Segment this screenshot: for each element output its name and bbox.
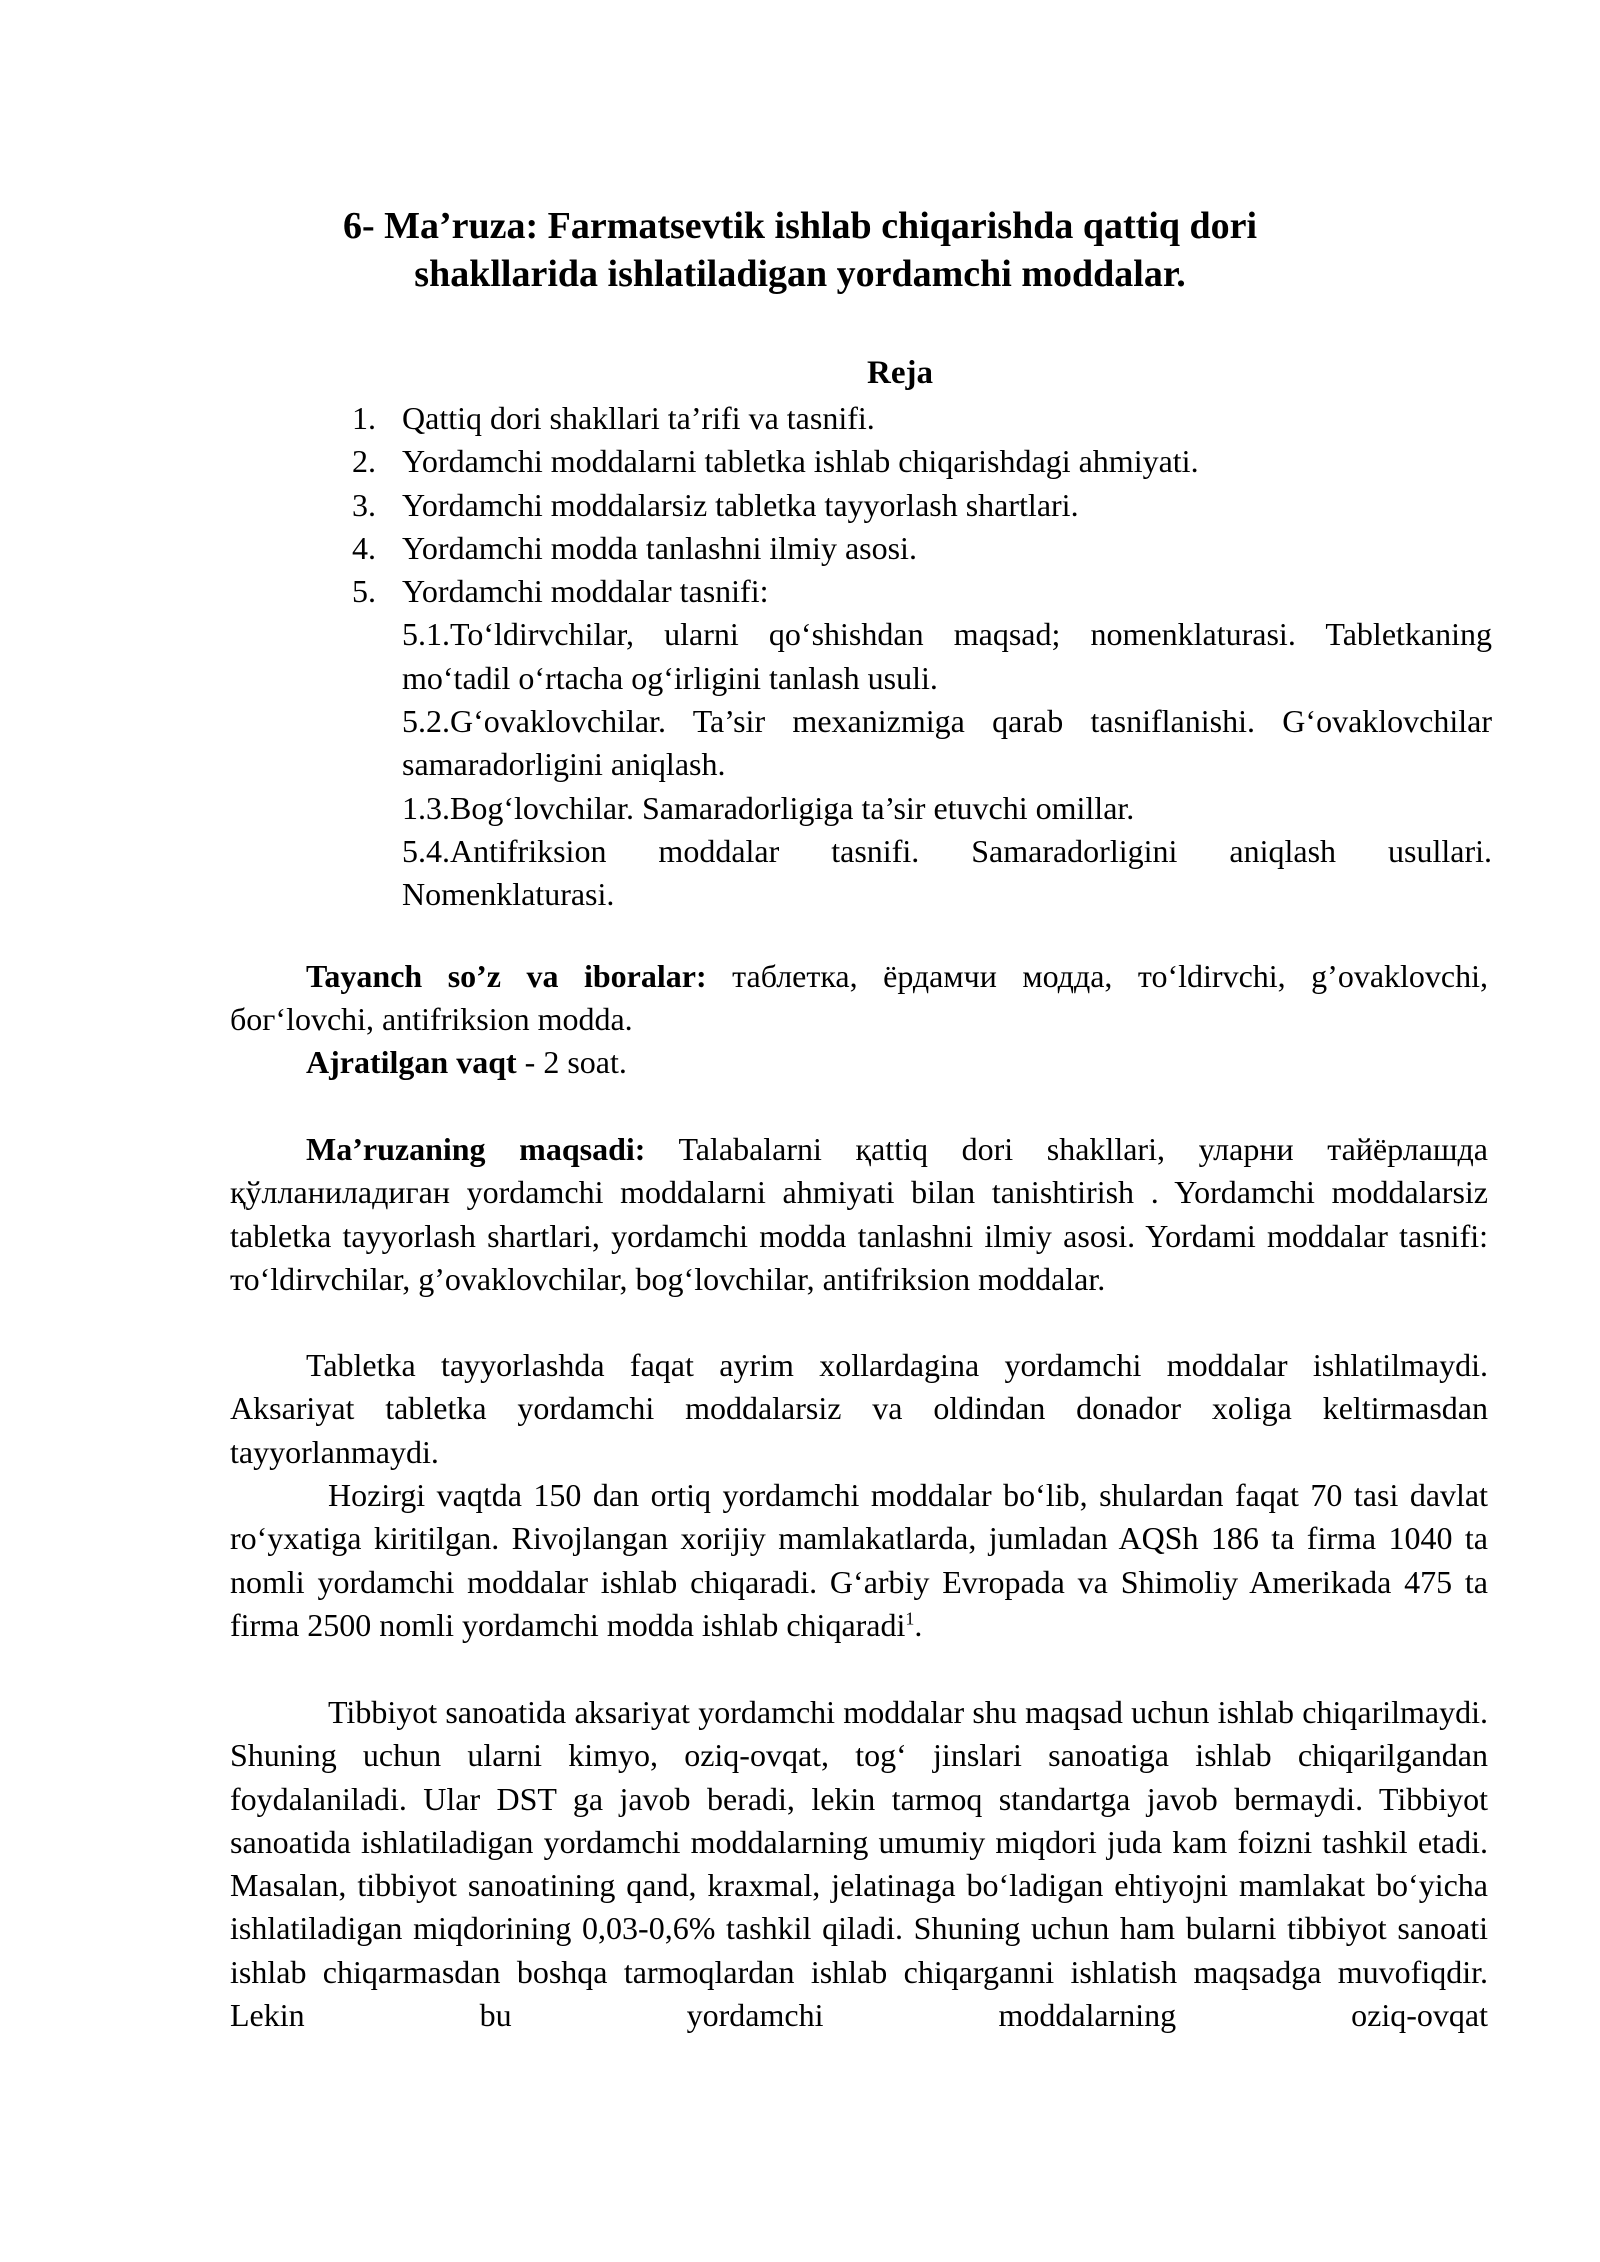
plan-item-text: Yordamchi moddalar tasnifi: — [402, 573, 769, 610]
plan-item-text: Yordamchi moddalarni tabletka ishlab chiqarishdagi ahmiyati. — [402, 443, 1199, 480]
keywords-label: Tayanch so’z va iboralar: — [306, 958, 707, 994]
plan-item — [352, 484, 1492, 527]
body-paragraph-1: Tabletka tayyorlashda faqat ayrim xollardagina yordamchi moddalar ishlatilmaydi. Aksariyat tabletka yordamchi moddalarsiz va oldindan donador xoliga keltirmasdan tayyorlanmaydi. — [230, 1347, 1488, 1470]
plan-item — [352, 527, 1492, 570]
plan-heading: Reja — [867, 355, 933, 391]
plan-item-number: 5. — [352, 573, 376, 610]
keywords-paragraph — [230, 955, 1488, 1042]
body-paragraph-2 — [230, 1474, 1488, 1647]
plan-item-text: Yordamchi modda tanlashni ilmiy asosi. — [402, 529, 917, 566]
plan-item-text: Qattiq dori shakllari ta’rifi va tasnifi. — [402, 400, 875, 436]
body-paragraph-3: Tibbiyot sanoatida aksariyat yordamchi moddalar shu maqsad uchun ishlab chiqarilmaydi. Shuning uchun ularni kimyo, oziq-ovqat, tog‘ jinslari sanoatiga ishlab chiqarilgandan foydalaniladi. Ular DST ga javob beradi, lekin tarmoq standartga javob bermaydi. Tibbiyot sanoatida ishlatiladigan yordamchi moddalarning umumiy miqdori juda kam foizni tashkil etadi. Masalan, tibbiyot sanoatining qand, kraxmal, jelatinaga bo‘ladigan ehtiyojni mamlakat bo‘yicha ishlatiladigan miqdorining 0,03-0,6% tashkil qiladi. Shuning uchun ham bularni tibbiyot sanoati ishlab chiqarmasdan boshqa tarmoqlardan ishlab chiqarganni ishlatish maqsadga muvofiqdir. Lekin bu yordamchi moddalarning oziq-ovqat — [230, 1694, 1488, 2034]
goal-text: Talabalarni қattiq dori shakllari, уларни тайёрлашда қўлланиладиган yordamchi moddalarni ahmiyati bilan tanishtirish . Yordamchi moddalarsiz tabletka tayyorlash shartlari, yordamchi modda tanlashni ilmiy asosi. Yordami moddalar tasnifi: то‘ldirvchilar, g’ovaklovchilar, bog‘lovchilar, antifriksion moddalar. — [230, 1131, 1488, 1297]
time-label: Ajratilgan vaqt — [306, 1044, 517, 1080]
plan-item-text: Yordamchi moddalarsiz tabletka tayyorlash shartlari. — [402, 486, 1079, 523]
title-line-1: 6- Ma’ruza: Farmatsevtik ishlab chiqarishda qattiq dori — [342, 205, 1258, 247]
title-line-2: shakllarida ishlatiladigan yordamchi moddalar. — [414, 253, 1186, 295]
plan-item-number: 3. — [352, 486, 376, 523]
plan-subitem: 5.4.Antifriksion moddalar tasnifi. Samaradorligini aniqlash usullari. Nomenklaturasi. — [402, 832, 1492, 913]
time-text: - 2 soat. — [516, 1044, 627, 1080]
plan-subitem: 1.3.Bog‘lovchilar. Samaradorligiga ta’sir etuvchi omillar. — [402, 789, 1135, 826]
plan-subitem: 5.2.G‘ovaklovchilar. Ta’sir mexanizmiga qarab tasniflanishi. G‘ovaklovchilar samaradorligini aniqlash. — [402, 703, 1492, 783]
plan-list — [352, 397, 1492, 917]
paragraph-2-end: . — [914, 1606, 923, 1643]
goal-paragraph — [230, 1128, 1488, 1301]
plan-item — [352, 440, 1492, 483]
keywords-text: таблетка, ёрдамчи модда, то‘ldirvchi, g’ovaklovchi, бог‘lovchi, antifriksion modda. — [230, 958, 1489, 1038]
time-paragraph — [230, 1041, 1488, 1084]
plan-item-number: 4. — [352, 529, 376, 566]
plan-item-number: 2. — [352, 443, 376, 480]
goal-label: Ma’ruzaning maqsadi: — [306, 1131, 646, 1167]
plan-item — [352, 570, 1492, 613]
lecture-title — [230, 202, 1370, 298]
plan-item — [352, 397, 1492, 440]
paragraph-2-text: Hozirgi vaqtda 150 dan ortiq yordamchi moddalar bo‘lib, shulardan faqat 70 tasi davlat ro‘yxatiga kiritilgan. Rivojlangan xorijiy mamlakatlarda, jumladan AQSh 186 ta firma 1040 ta nomli yordamchi moddalar ishlab chiqaradi. G‘arbiy Evropada va Shimoliy Amerikada 475 ta firma 2500 nomli yordamchi modda ishlab chiqaradi — [230, 1477, 1488, 1643]
plan-item-number: 1. — [352, 400, 376, 436]
plan-subitem: 5.1.To‘ldirvchilar, ularni qo‘shishdan maqsad; nomenklaturasi. Tabletkaning mo‘tadil o‘rtacha og‘irligini tanlash usuli. — [402, 616, 1492, 696]
footnote-marker[interactable]: 1 — [905, 1608, 915, 1629]
